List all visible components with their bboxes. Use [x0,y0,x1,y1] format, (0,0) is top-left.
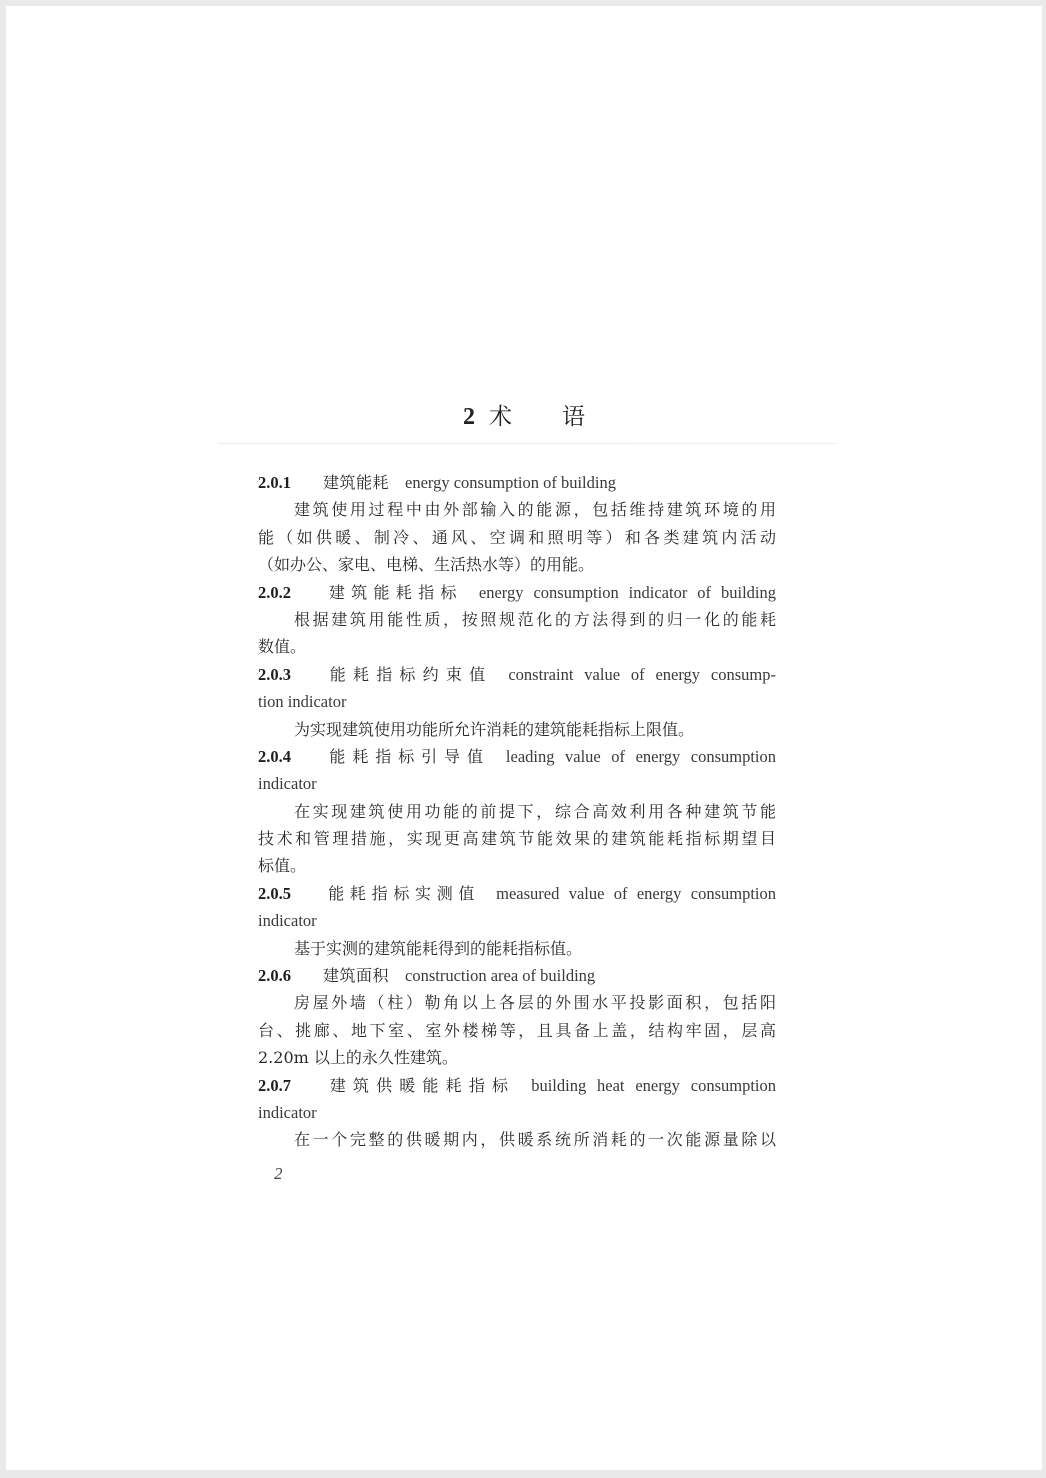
term-chinese: 能耗指标实测值 [323,883,481,903]
page-number: 2 [274,1164,283,1183]
term-chinese: 建筑能耗 [323,473,390,492]
definition-line: 为实现建筑使用功能所允许消耗的建筑能耗指标上限值。 [294,719,695,739]
term-chinese: 建筑供暖能耗指标 [323,1075,516,1095]
definition-line: 数值。 [258,637,307,657]
definition-line: 基于实测的建筑能耗得到的能耗指标值。 [294,938,583,958]
term-english: energy consumption indicator of building [478,582,776,602]
definition-line: 建筑使用过程中由外部输入的能源，包括维持建筑环境的用 [294,500,776,520]
chapter-title-part1: 术 [489,404,512,430]
definition-line: 台、挑廊、地下室、室外楼梯等，且具备上盖，结构牢固，层高 [258,1020,776,1040]
definition-line: 2.20m 以上的永久性建筑。 [258,1048,458,1068]
term-heading [258,743,776,770]
definition-line: 标值。 [258,856,307,876]
term-english-continued: indicator [258,1102,317,1122]
term-heading [258,880,776,907]
term-number: 2.0.1 [258,473,291,492]
term-english: construction area of building [405,966,596,986]
term-english: leading value of energy consumption [505,746,776,766]
chapter-heading [6,398,1042,431]
term-chinese: 建筑面积 [323,966,390,986]
definition-line: （如办公、家电、电梯、生活热水等）的用能。 [258,555,595,575]
heading-divider-right [628,443,838,444]
term-english: building heat energy consumption [531,1075,776,1095]
definition-line: 根据建筑用能性质，按照规范化的方法得到的归一化的能耗 [294,609,776,629]
term-heading [258,661,776,688]
term-english-continued: indicator [258,911,317,931]
term-heading [258,1072,776,1099]
term-english: measured value of energy consumption [496,883,776,903]
definition-line: 在一个完整的供暖期内，供暖系统所消耗的一次能源量除以 [294,1130,776,1150]
term-number: 2.0.3 [258,664,291,684]
term-english-continued: tion indicator [258,692,347,712]
document-page [6,6,1042,1470]
term-english: constraint value of energy consump- [508,664,776,684]
term-chinese: 能耗指标引导值 [323,746,490,766]
term-number: 2.0.7 [258,1075,291,1095]
chapter-title-part2: 语 [562,404,585,430]
term-heading [258,962,776,989]
term-chinese: 建筑能耗指标 [323,582,463,602]
chapter-number: 2 [463,404,475,430]
term-heading [258,579,776,606]
term-english-continued: indicator [258,774,317,794]
definition-line: 房屋外墙（柱）勒角以上各层的外围水平投影面积，包括阳 [294,993,776,1013]
term-number: 2.0.5 [258,883,291,903]
term-number: 2.0.4 [258,746,291,766]
definition-line: 技术和管理措施，实现更高建筑节能效果的建筑能耗指标期望目 [258,829,776,849]
heading-divider [218,443,638,444]
definition-line: 能（如供暖、制冷、通风、空调和照明等）和各类建筑内活动 [258,527,776,547]
definition-line: 在实现建筑使用功能的前提下，综合高效利用各种建筑节能 [294,801,776,821]
term-chinese: 能耗指标约束值 [323,664,493,684]
terms-content [258,469,776,1154]
term-heading [258,469,776,496]
term-number: 2.0.6 [258,966,291,986]
term-number: 2.0.2 [258,582,291,602]
term-english: energy consumption of building [405,473,616,492]
